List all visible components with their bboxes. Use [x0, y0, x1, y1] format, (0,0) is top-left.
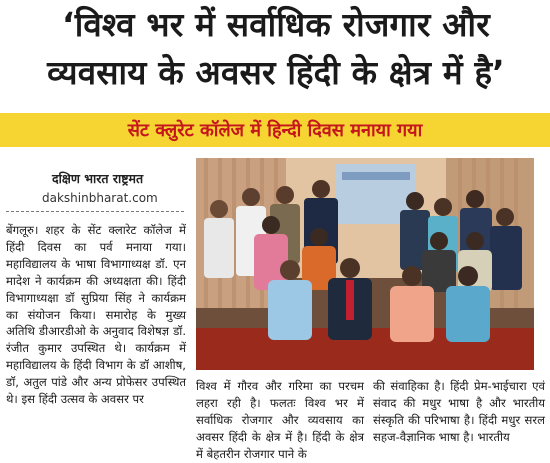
article-column-3 — [373, 378, 545, 446]
headline-line-2: व्यवसाय के अवसर हिंदी के क्षेत्र में है’ — [47, 53, 505, 92]
article-text: की संवाहिका है। हिंदी प्रेम-भाईचारा एवं संवाद की मधुर भाषा है और भारतीय संस्कृति की परिभाषा है। हिंदी मधुर सरल सहज-वैज्ञानिक भाषा है। भारतीय — [373, 379, 545, 444]
website: dakshinbharat.com — [42, 191, 158, 205]
group-photo-illustration — [196, 158, 534, 370]
byline: दक्षिण भारत राष्ट्रमत — [52, 171, 144, 186]
article-column-1 — [6, 222, 186, 408]
group-photo — [196, 158, 534, 370]
divider — [6, 211, 184, 212]
article-column-2 — [196, 378, 364, 463]
article-text: विश्व में गौरव और गरिमा का परचम लहरा रही है। फलतः विश्व भर में सर्वाधिक रोजगार और व्यवसाय का अवसर हिंदी के क्षेत्र में है। हिंदी के क्षेत्र में बेहतरीन रोजगार पाने के — [196, 379, 364, 461]
subheadline-banner — [0, 113, 550, 147]
headline-line-1: ‘विश्व भर में सर्वाधिक रोजगार और — [62, 5, 490, 44]
subheadline: सेंट क्लुरेट कॉलेज में हिन्दी दिवस मनाया गया — [127, 120, 423, 141]
article-text: बेंगलूरु। शहर के सेंट क्लारेट कॉलेज में हिंदी दिवस का पर्व मनाया गया। महाविद्यालय के भाषा विभागाध्यक्ष डॉ. एन मादेश ने कार्यक्रम की अध्यक्षता की। हिंदी विभागाध्यक्षा डॉ सुप्रिया सिंह ने कार्यक्रम का संयोजन किया। समारोह के मुख्य अतिथि डीआरडीओ के अनुवाद विशेषज्ञ डॉ. रंजीत कुमार उपस्थित थे। कार्यक्रम में महाविद्यालय के हिंदी विभाग के डॉ आशीष, डॉ, अतुल पांडे और अन्य प्रोफेसर उपस्थित थे। इस हिंदी उत्सव के अवसर पर — [6, 223, 186, 407]
